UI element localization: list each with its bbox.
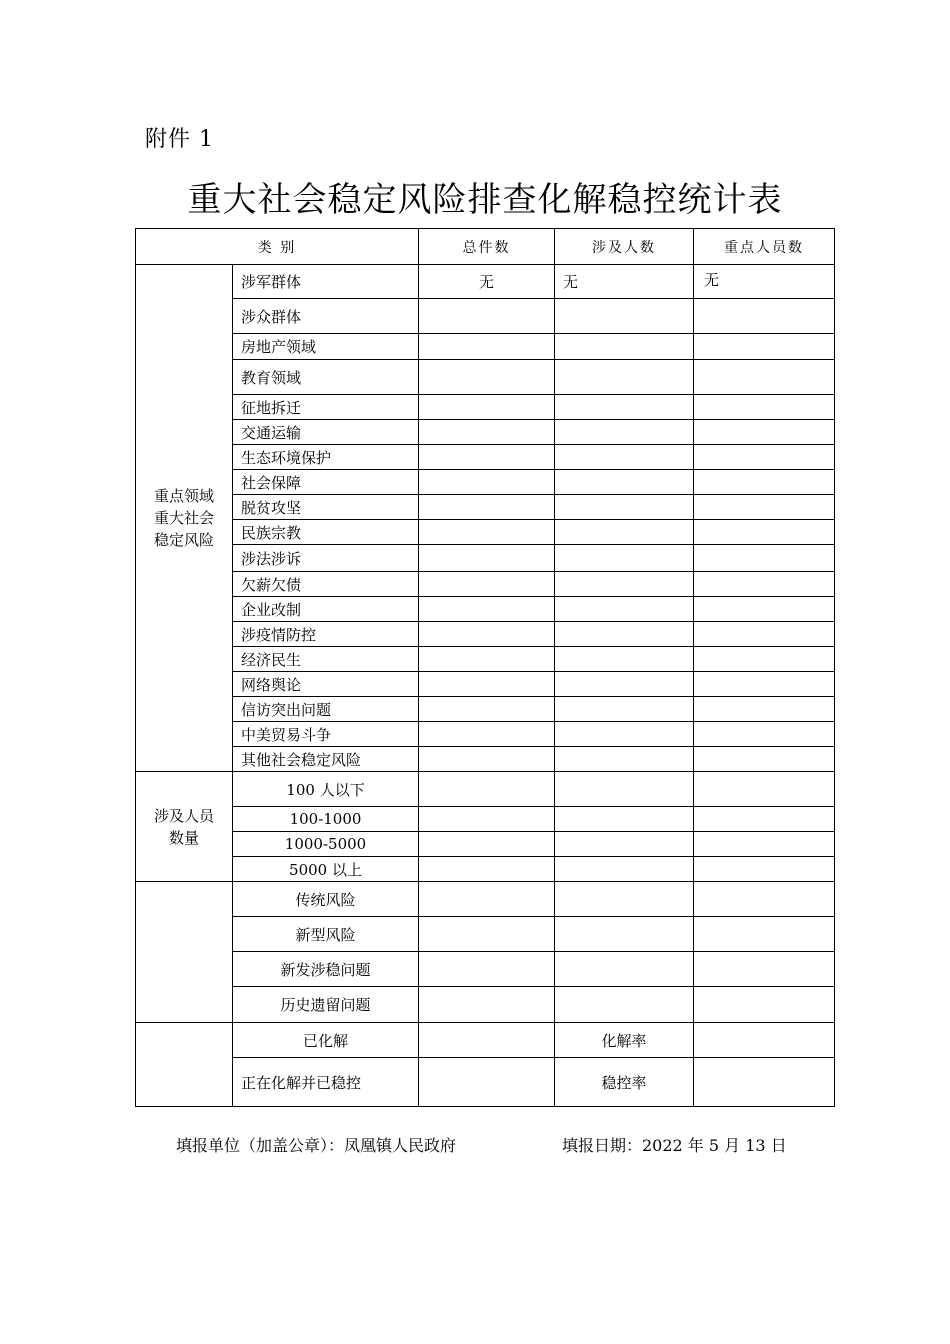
people-involved-cell — [555, 597, 694, 622]
people-involved-cell — [555, 917, 694, 952]
table-row — [136, 395, 835, 420]
people-involved-cell — [555, 395, 694, 420]
attachment-label: 附件 1 — [145, 127, 214, 152]
resolve-rate-value-cell — [694, 1023, 835, 1058]
total-cases-cell — [419, 772, 555, 807]
row-label: 涉法涉诉 — [233, 545, 419, 572]
key-persons-cell — [694, 545, 835, 572]
people-involved-cell — [555, 882, 694, 917]
people-involved-cell — [555, 807, 694, 832]
key-persons-cell — [694, 520, 835, 545]
row-label: 其他社会稳定风险 — [233, 747, 419, 772]
total-cases-cell — [419, 917, 555, 952]
table-row — [136, 495, 835, 520]
table-row — [136, 832, 835, 857]
people-involved-cell — [555, 495, 694, 520]
section-label-resolution — [136, 1023, 233, 1107]
total-cases-cell — [419, 622, 555, 647]
key-persons-cell — [694, 597, 835, 622]
row-label: 房地产领域 — [233, 334, 419, 360]
header-row — [136, 229, 835, 265]
people-involved-cell — [555, 672, 694, 697]
total-cases-cell — [419, 697, 555, 722]
key-persons-cell — [694, 832, 835, 857]
section-label-risk-type — [136, 882, 233, 1023]
key-persons-cell — [694, 470, 835, 495]
key-persons-cell — [694, 697, 835, 722]
row-label: 脱贫攻坚 — [233, 495, 419, 520]
row-label: 教育领域 — [233, 360, 419, 395]
table-row — [136, 697, 835, 722]
total-cases-cell — [419, 334, 555, 360]
total-cases-cell — [419, 597, 555, 622]
resolved-value-cell — [419, 1023, 555, 1058]
table-row — [136, 334, 835, 360]
table-row — [136, 917, 835, 952]
key-persons-cell — [694, 334, 835, 360]
page-title: 重大社会稳定风险排查化解稳控统计表 — [187, 180, 783, 220]
table-row — [136, 299, 835, 334]
table-row — [136, 420, 835, 445]
total-cases-cell — [419, 747, 555, 772]
table-row — [136, 672, 835, 697]
people-involved-cell — [555, 987, 694, 1023]
total-cases-cell — [419, 572, 555, 597]
in-progress-value-cell — [419, 1058, 555, 1107]
total-cases-cell — [419, 722, 555, 747]
table-row — [136, 445, 835, 470]
row-label: 社会保障 — [233, 470, 419, 495]
row-label: 生态环境保护 — [233, 445, 419, 470]
table-row — [136, 1023, 835, 1058]
people-involved-cell — [555, 857, 694, 882]
people-involved-cell — [555, 747, 694, 772]
key-persons-cell — [694, 747, 835, 772]
total-cases-cell — [419, 882, 555, 917]
total-cases-cell — [419, 807, 555, 832]
table-row — [136, 952, 835, 987]
section-label-people-count: 涉及人员数量 — [136, 772, 233, 882]
people-involved-cell — [555, 647, 694, 672]
header-key-persons: 重点人员数 — [694, 229, 835, 265]
row-label: 民族宗教 — [233, 520, 419, 545]
people-involved-cell — [555, 952, 694, 987]
footer-reporting-unit: 填报单位（加盖公章）：凤凰镇人民政府 — [176, 1136, 457, 1155]
total-cases-cell — [419, 672, 555, 697]
people-involved-cell — [555, 697, 694, 722]
key-persons-cell — [694, 722, 835, 747]
row-label: 100-1000 — [233, 807, 419, 832]
people-involved-cell — [555, 360, 694, 395]
resolved-label: 已化解 — [233, 1023, 419, 1058]
key-persons-cell — [694, 987, 835, 1023]
table-row — [136, 807, 835, 832]
in-progress-label: 正在化解并已稳控 — [233, 1058, 419, 1107]
people-involved-cell — [555, 772, 694, 807]
key-persons-cell — [694, 622, 835, 647]
table-row — [136, 882, 835, 917]
table-row — [136, 857, 835, 882]
key-persons-cell — [694, 420, 835, 445]
row-label: 经济民生 — [233, 647, 419, 672]
total-cases-cell: 无 — [419, 265, 555, 299]
total-cases-cell — [419, 987, 555, 1023]
control-rate-value-cell — [694, 1058, 835, 1107]
row-label: 100 人以下 — [233, 772, 419, 807]
key-persons-cell — [694, 572, 835, 597]
people-involved-cell — [555, 832, 694, 857]
row-label: 征地拆迁 — [233, 395, 419, 420]
total-cases-cell — [419, 857, 555, 882]
resolve-rate-label: 化解率 — [555, 1023, 694, 1058]
total-cases-cell — [419, 952, 555, 987]
section-label-key-areas: 重点领域重大社会稳定风险 — [136, 265, 233, 772]
row-label: 新型风险 — [233, 917, 419, 952]
header-category: 类 别 — [136, 229, 419, 265]
table-row — [136, 470, 835, 495]
row-label: 1000-5000 — [233, 832, 419, 857]
key-persons-cell — [694, 857, 835, 882]
table-row — [136, 520, 835, 545]
people-involved-cell — [555, 470, 694, 495]
table-row — [136, 987, 835, 1023]
key-persons-cell — [694, 772, 835, 807]
row-label: 交通运输 — [233, 420, 419, 445]
row-label: 信访突出问题 — [233, 697, 419, 722]
table-row — [136, 1058, 835, 1107]
row-label: 涉军群体 — [233, 265, 419, 299]
total-cases-cell — [419, 299, 555, 334]
row-label: 欠薪欠债 — [233, 572, 419, 597]
people-involved-cell — [555, 445, 694, 470]
control-rate-label: 稳控率 — [555, 1058, 694, 1107]
people-involved-cell — [555, 572, 694, 597]
people-involved-cell — [555, 420, 694, 445]
total-cases-cell — [419, 495, 555, 520]
table-row — [136, 265, 835, 299]
footer-reporting-date: 填报日期：2022 年 5 月 13 日 — [562, 1136, 787, 1155]
key-persons-cell — [694, 395, 835, 420]
total-cases-cell — [419, 420, 555, 445]
key-persons-cell — [694, 672, 835, 697]
total-cases-cell — [419, 520, 555, 545]
table-row — [136, 572, 835, 597]
total-cases-cell — [419, 470, 555, 495]
people-involved-cell — [555, 545, 694, 572]
key-persons-cell — [694, 445, 835, 470]
row-label: 新发涉稳问题 — [233, 952, 419, 987]
table-row — [136, 545, 835, 572]
key-persons-cell: 无 — [694, 265, 835, 299]
row-label: 5000 以上 — [233, 857, 419, 882]
people-involved-cell — [555, 622, 694, 647]
row-label: 中美贸易斗争 — [233, 722, 419, 747]
key-persons-cell — [694, 917, 835, 952]
key-persons-cell — [694, 952, 835, 987]
header-people-involved: 涉及人数 — [555, 229, 694, 265]
key-persons-cell — [694, 495, 835, 520]
header-total-cases: 总件数 — [419, 229, 555, 265]
people-involved-cell: 无 — [555, 265, 694, 299]
table-row — [136, 722, 835, 747]
table-row — [136, 772, 835, 807]
total-cases-cell — [419, 545, 555, 572]
row-label: 传统风险 — [233, 882, 419, 917]
total-cases-cell — [419, 395, 555, 420]
row-label: 涉众群体 — [233, 299, 419, 334]
row-label: 企业改制 — [233, 597, 419, 622]
key-persons-cell — [694, 299, 835, 334]
key-persons-cell — [694, 360, 835, 395]
table-row — [136, 360, 835, 395]
people-involved-cell — [555, 299, 694, 334]
table-row — [136, 647, 835, 672]
people-involved-cell — [555, 334, 694, 360]
total-cases-cell — [419, 445, 555, 470]
row-label: 网络舆论 — [233, 672, 419, 697]
total-cases-cell — [419, 647, 555, 672]
total-cases-cell — [419, 360, 555, 395]
table-row — [136, 622, 835, 647]
total-cases-cell — [419, 832, 555, 857]
row-label: 涉疫情防控 — [233, 622, 419, 647]
key-persons-cell — [694, 647, 835, 672]
people-involved-cell — [555, 520, 694, 545]
row-label: 历史遗留问题 — [233, 987, 419, 1023]
key-persons-cell — [694, 807, 835, 832]
statistics-table — [135, 228, 835, 1107]
people-involved-cell — [555, 722, 694, 747]
table-row — [136, 747, 835, 772]
table-row — [136, 597, 835, 622]
key-persons-cell — [694, 882, 835, 917]
